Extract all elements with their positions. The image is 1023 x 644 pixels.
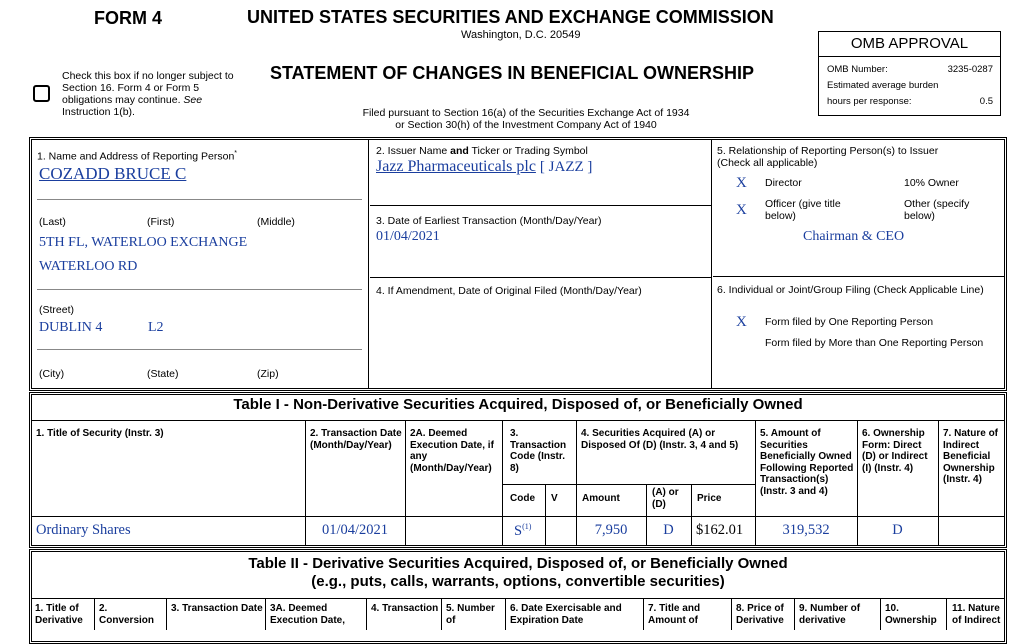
t1-row-code: $S^{(1)}$ xyxy=(514,522,532,539)
no-longer-subject-checkbox[interactable] xyxy=(33,85,50,102)
form-label: FORM 4 xyxy=(94,8,163,28)
agency-title: UNITED STATES SECURITIES AND EXCHANGE COMMISSION xyxy=(247,7,774,27)
t1-col6-header: 6. Ownership Form: Direct (D) or Indirect (I) (Instr. 4) xyxy=(862,428,928,474)
omb-approval-box xyxy=(818,31,1001,116)
omb-number-label: OMB Number: xyxy=(827,64,888,75)
t2-col11-header: 11. Nature of Indirect xyxy=(952,603,1001,626)
filed-pursuant: Filed pursuant to Section 16(a) of the Securities Exchange Act of 1934 or Section 30(h) of the Investment Company Act of 1940 xyxy=(362,107,690,131)
t2-col3a-header: 3A. Deemed Execution Date, xyxy=(270,603,346,626)
t2-col6-header: 6. Date Exercisable and Expiration Date xyxy=(510,603,622,626)
reporting-person-name-link[interactable]: COZADD BRUCE C xyxy=(39,164,187,183)
t2-col1-header: 1. Title of Derivative xyxy=(35,603,83,626)
t2-col2-header: 2. Conversion xyxy=(99,603,155,626)
omb-number-value: 3235-0287 xyxy=(947,64,993,75)
form-title: STATEMENT OF CHANGES IN BENEFICIAL OWNERSHIP xyxy=(270,63,755,83)
table2-title: Table II - Derivative Securities Acquired, Disposed of, or Beneficially Owned (e.g., puts, calls, warrants, options, convertible securities) xyxy=(248,555,788,590)
t1-amount-subheader: Amount xyxy=(582,493,620,504)
city-value: DUBLIN 4 xyxy=(39,320,103,335)
box5-label: 5. Relationship of Reporting Person(s) to Issuer (Check all applicable) xyxy=(717,145,939,169)
director-mark: X xyxy=(736,175,747,191)
state-label: (State) xyxy=(147,368,179,380)
issuer-name-link[interactable]: Jazz Pharmaceuticals plc xyxy=(376,158,536,175)
t1-v-subheader: V xyxy=(551,493,558,504)
officer-mark: X xyxy=(736,202,747,218)
omb-burden-label: Estimated average burden xyxy=(827,80,939,91)
state-value: L2 xyxy=(148,320,164,335)
first-label: (First) xyxy=(147,216,175,228)
t2-col8-header: 8. Price of Derivative xyxy=(736,603,784,626)
t1-col1-header: 1. Title of Security (Instr. 3) xyxy=(36,428,164,439)
t2-col7-header: 7. Title and Amount of xyxy=(648,603,701,626)
t2-col9-header: 9. Number of derivative xyxy=(799,603,861,626)
address-line2: WATERLOO RD xyxy=(39,259,138,274)
t2-col5-header: 5. Number of xyxy=(446,603,495,626)
street-label: (Street) xyxy=(39,304,75,316)
t1-col7-header: 7. Nature of Indirect Beneficial Ownership (Instr. 4) xyxy=(943,428,999,485)
t1-price-subheader: Price xyxy=(697,493,722,504)
table1-title: Table I - Non-Derivative Securities Acquired, Disposed of, or Beneficially Owned xyxy=(233,396,803,413)
t2-col10-header: 10. Ownership xyxy=(885,603,937,626)
t1-row-amount: 7,950 xyxy=(594,522,628,538)
address-line1: 5TH FL, WATERLOO EXCHANGE xyxy=(39,235,248,250)
t1-code-subheader: Code xyxy=(510,493,535,504)
t1-row-title: Ordinary Shares xyxy=(36,522,131,538)
t1-col2-header: 2. Transaction Date (Month/Day/Year) xyxy=(310,428,402,451)
one-person-mark: X xyxy=(736,314,747,330)
ticker-symbol: [ JAZZ ] xyxy=(539,159,593,175)
t1-row-form: D xyxy=(892,522,903,538)
director-label: Director xyxy=(765,177,802,189)
t1-row-owned: 319,532 xyxy=(782,522,830,538)
t1-row-date: 01/04/2021 xyxy=(321,522,389,538)
officer-title: Chairman & CEO xyxy=(803,229,905,244)
more-person-label: Form filed by More than One Reporting Person xyxy=(765,337,984,349)
t1-aord-subheader: (A) or (D) xyxy=(652,487,679,510)
t1-row-aord: D xyxy=(663,522,674,538)
t1-col3-header: 3. Transaction Code (Instr. 8) xyxy=(510,428,567,474)
agency-location: Washington, D.C. 20549 xyxy=(461,29,581,41)
omb-title: OMB APPROVAL xyxy=(819,32,1000,57)
checkbox-instructions: Check this box if no longer subject to Section 16. Form 4 or Form 5 obligations may continue. See Instruction 1(b). xyxy=(62,70,234,118)
zip-label: (Zip) xyxy=(257,368,279,380)
one-person-label: Form filed by One Reporting Person xyxy=(765,316,934,328)
omb-hours-label: hours per response: xyxy=(827,96,912,107)
t2-col3-header: 3. Transaction Date xyxy=(171,603,263,614)
omb-hours-value: 0.5 xyxy=(979,96,993,107)
t2-col4-header: 4. Transaction xyxy=(371,603,439,614)
earliest-transaction-date: 01/04/2021 xyxy=(376,229,440,244)
t1-row-price: $162.01 xyxy=(696,522,744,538)
other-label: Other (specify below) xyxy=(904,198,970,222)
issuer-line xyxy=(376,158,592,176)
t1-col5-header: 5. Amount of Securities Beneficially Owned Following Reported Transaction(s) (Instr. 3 and 4) xyxy=(760,428,854,497)
box3-label: 3. Date of Earliest Transaction (Month/Day/Year) xyxy=(376,215,602,227)
last-label: (Last) xyxy=(39,216,66,228)
middle-label: (Middle) xyxy=(257,216,295,228)
t1-col4-header: 4. Securities Acquired (A) or Disposed Of (D) (Instr. 3, 4 and 5) xyxy=(581,428,739,451)
box6-label: 6. Individual or Joint/Group Filing (Check Applicable Line) xyxy=(717,284,984,296)
box2-label: 2. Issuer Name and Ticker or Trading Symbol xyxy=(376,145,588,157)
ten-percent-owner-label: 10% Owner xyxy=(904,177,959,189)
city-label: (City) xyxy=(39,368,65,380)
officer-label: Officer (give title below) xyxy=(765,198,841,222)
box4-label: 4. If Amendment, Date of Original Filed (Month/Day/Year) xyxy=(376,285,642,297)
t1-col2a-header: 2A. Deemed Execution Date, if any (Month/Day/Year) xyxy=(410,428,494,474)
box1-label: 1. Name and Address of Reporting Person* xyxy=(37,150,238,163)
